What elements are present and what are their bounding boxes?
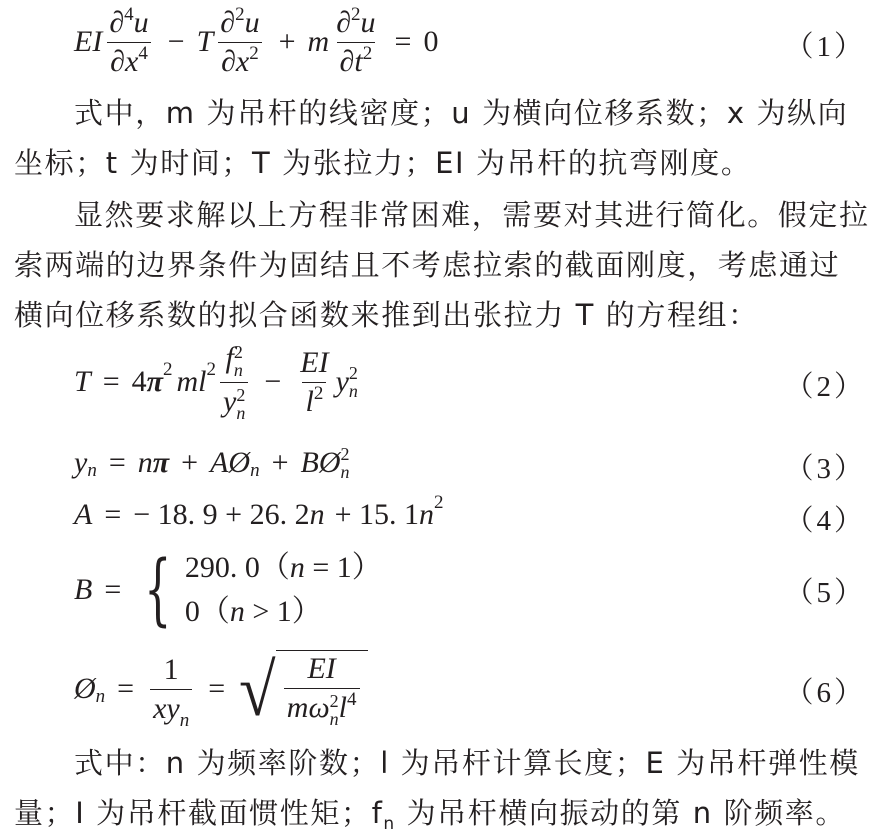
eq4-rhs-part2: + 15. 1 xyxy=(334,498,420,531)
eq3-pi: π xyxy=(152,446,170,479)
equation-4: A = − 18. 9 + 26. 2 n + 15. 1 n 2 xyxy=(74,492,444,531)
eq2-ml: ml xyxy=(176,365,207,398)
equation-1 xyxy=(74,6,438,78)
eq1-equals: = xyxy=(394,25,412,58)
eq1-T: T xyxy=(196,25,214,58)
eq6-sqrt xyxy=(237,649,367,732)
equation-4-number: （4） xyxy=(784,505,866,537)
eq5-case-2: 0（n > 1） xyxy=(184,595,322,628)
eq6-phi: Ø xyxy=(74,672,96,705)
paragraph-variables-2 xyxy=(14,738,870,838)
equation-5-row xyxy=(0,542,880,638)
eq2-pi: π xyxy=(146,365,163,398)
equation-6: Ø n = $\frac{1}{xy_n}$ = √ EI mω 2 n $l^4$ xyxy=(74,646,368,732)
equation-2: T = 4 π 2 ml 2 f 2 n y 2 n − $\frac{EI}{l^2}$ y 2 n xyxy=(74,341,358,423)
equation-1-row xyxy=(0,4,880,80)
eq1-minus: − xyxy=(167,25,185,58)
equation-3-number: （3） xyxy=(784,453,866,485)
eq4-equals: = xyxy=(104,498,122,531)
paragraph-simplification: 显然要求解以上方程非常困难，需要对其进行简化。假定拉索两端的边界条件为固结且不考虑拉索的截面刚度，考虑通过横向位移系数的拟合函数来推到出张拉力 T 的方程组： xyxy=(14,198,870,332)
eq2-equals: = xyxy=(102,365,120,398)
square-root-icon: √ xyxy=(239,649,276,732)
eq3-plus-2: + xyxy=(271,446,289,479)
equation-4-row xyxy=(0,490,880,540)
eq5-case-1: 290. 0（n = 1） xyxy=(184,551,382,584)
eq3-plus-1: + xyxy=(181,446,199,479)
equation-3-row xyxy=(0,438,880,488)
eq5-cases xyxy=(185,546,382,634)
equation-6-row xyxy=(0,646,880,732)
eq1-EI: EI xyxy=(74,25,103,58)
left-brace-icon: { xyxy=(144,545,172,635)
eq4-n2: n xyxy=(419,498,435,531)
fn-subscript: n xyxy=(383,814,396,834)
equation-3: y n = n π + A Ø n + B Ø 2 n xyxy=(74,444,350,482)
equation-5 xyxy=(74,544,382,636)
equation-2-number: （2） xyxy=(784,371,866,403)
eq4-n: n xyxy=(309,498,325,531)
paragraph-variables-1: 式中，m 为吊杆的线密度；u 为横向位移系数；x 为纵向坐标；t 为时间；T 为张拉力；EI 为吊杆的抗弯刚度。 xyxy=(14,96,849,180)
eq2-minus: − xyxy=(264,365,282,398)
eq1-zero: 0 xyxy=(423,25,439,58)
eq4-A: A xyxy=(74,498,93,531)
paragraph-variables-2-text-a: 式中：n 为频率阶数；l 为吊杆计算长度；E 为吊杆弹性模量；I 为吊杆截面惯性矩；f xyxy=(14,746,860,830)
equation-2-row xyxy=(0,338,880,426)
equation-5-number: （5） xyxy=(784,577,866,609)
eq2-y: y xyxy=(335,365,349,398)
eq3-B: B xyxy=(300,446,319,479)
eq1-plus: + xyxy=(278,25,296,58)
eq6-frac-1-xyn: $\frac{1}{xy_n}$ xyxy=(150,654,192,724)
eq6-frac-EI: EI mω 2 n $l^4$ xyxy=(284,653,360,728)
eq2-four: 4 xyxy=(131,365,147,398)
eq1-frac-d2u-dt2: $\frac{\partial^2u}{\partial t^2}$ xyxy=(336,4,376,78)
eq2-frac-fn-yn: f 2 n y 2 n xyxy=(220,342,248,421)
eq3-n: n xyxy=(137,446,153,479)
eq6-equals-1: = xyxy=(117,672,135,705)
eq3-y: y xyxy=(74,446,88,479)
equation-1-number: （1） xyxy=(784,31,866,63)
paragraph-variables-2-text-b: 为吊杆横向振动的第 n 阶频率。 xyxy=(395,796,847,830)
eq4-rhs-part1: − 18. 9 + 26. 2 xyxy=(133,498,310,531)
eq6-equals-2: = xyxy=(208,672,226,705)
eq5-B: B xyxy=(74,573,93,606)
eq2-frac-EI-l2: $\frac{EI}{l^2}$ xyxy=(300,346,329,418)
eq1-frac-d2u-dx2: $\frac{\partial^2u}{\partial x^2}$ xyxy=(217,7,262,77)
eq2-T: T xyxy=(74,365,91,398)
equation-6-number: （6） xyxy=(784,677,866,709)
eq1-m: m xyxy=(307,25,330,58)
eq5-equals: = xyxy=(104,573,122,606)
eq3-equals: = xyxy=(108,446,126,479)
eq1-frac-d4u: $\frac{\partial^4u}{\partial x^4}$ xyxy=(106,7,151,77)
eq3-A: A xyxy=(210,446,229,479)
